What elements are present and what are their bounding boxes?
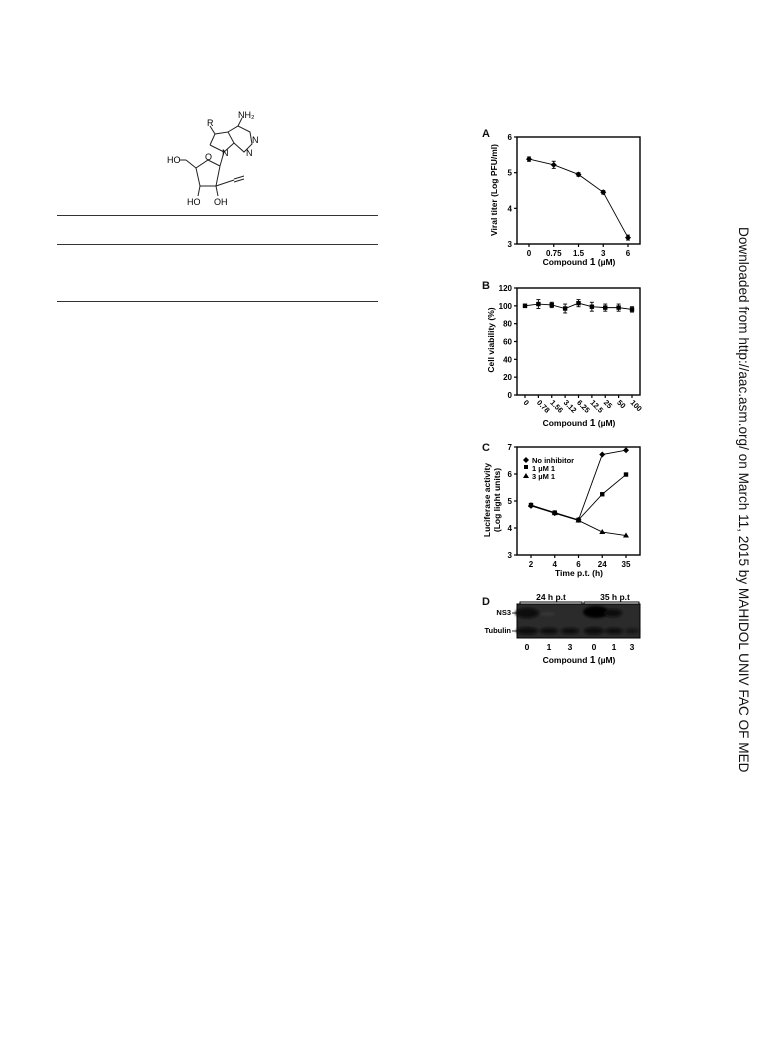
b-point-0-4 (576, 301, 580, 305)
structure-drawing (160, 110, 280, 215)
chart-c-xlabel: Time p.t. (h) (554, 568, 604, 578)
panel-letter-d: D (482, 596, 490, 608)
a-xtick-label: 1.5 (572, 249, 585, 258)
c-xtick-label: 6 (576, 560, 581, 569)
blot-lane-3: 3 (567, 642, 573, 652)
panel-letter-b: B (482, 280, 490, 292)
b-xtick-label: 25 (601, 398, 615, 411)
b-xtick-label: 100 (628, 398, 644, 414)
chart-a (480, 128, 650, 273)
table-rule-bottom (57, 301, 378, 302)
n-label-2: N (246, 148, 253, 158)
b-point-0-0 (523, 304, 527, 308)
b-xtick-label: 1.56 (548, 398, 566, 415)
blot-drawing (480, 592, 650, 670)
b-point-0-2 (550, 303, 554, 307)
c-xtick-label: 24 (597, 560, 607, 569)
b-point-0-6 (603, 305, 607, 309)
blot-xlabel: Compound 1 (µM) (542, 655, 616, 666)
n-label-3: N (222, 148, 229, 158)
legend-label-3: 3 µM 1 (532, 472, 556, 481)
blot-group-24h: 24 h p.t (536, 592, 566, 602)
chemical-structure (160, 110, 280, 215)
c-ytick-label: 5 (507, 497, 512, 506)
blot-lane-5: 1 (611, 642, 617, 652)
blot-row-ns3: NS3 (496, 608, 511, 617)
b-point-0-1 (536, 302, 540, 306)
band-tub-6 (625, 629, 639, 634)
b-ytick-label: 40 (503, 355, 512, 365)
c-ytick-label: 6 (507, 470, 512, 479)
panel-letter-a: A (482, 128, 490, 140)
chart-a-ylabel: Viral titer (Log PFU/ml) (489, 144, 499, 236)
a-xtick-label: 6 (625, 249, 631, 258)
ring-oxygen-label: O (205, 152, 213, 162)
c-point-0-3 (599, 452, 605, 458)
chart-b (480, 280, 650, 432)
ho-label: HO (167, 155, 181, 165)
b-ytick-label: 100 (498, 301, 512, 311)
oh-label-1: HO (187, 197, 201, 207)
chart-a-frame (517, 137, 640, 244)
blot-row-tubulin: Tubulin (484, 626, 511, 635)
blot-lane-4: 0 (591, 642, 597, 652)
a-ytick-label: 6 (507, 133, 512, 142)
r-label: R (207, 118, 214, 128)
c-point-1-3 (600, 492, 604, 496)
a-xtick-label: 3 (601, 249, 606, 258)
c-ytick-label: 4 (507, 524, 512, 533)
b-xtick-label: 0 (521, 398, 531, 408)
b-xtick-label: 50 (615, 398, 628, 411)
legend-label-1: No inhibitor (532, 456, 575, 465)
b-point-0-5 (590, 305, 594, 309)
b-xtick-label: 6.25 (575, 398, 592, 415)
a-ytick-label: 5 (507, 168, 512, 178)
c-ytick-label: 3 (507, 551, 512, 560)
chart-c-ylabel-1: Luciferase activity (482, 462, 492, 538)
c-series-line-1 (531, 475, 626, 520)
blot-lane-2: 1 (546, 642, 552, 652)
chart-a-xlabel: Compound 1 (µM) (542, 257, 616, 268)
oh-label-2: OH (214, 197, 228, 207)
band-tub-2 (540, 628, 558, 634)
panel-letter-c: C (482, 442, 490, 454)
n-label-1: N (252, 135, 259, 145)
b-point-0-7 (616, 305, 620, 309)
b-ytick-label: 60 (503, 337, 512, 347)
a-point-0-0 (526, 156, 532, 162)
band-ns3-24-0 (515, 608, 539, 618)
band-tub-3 (561, 628, 579, 634)
a-point-0-4 (625, 235, 631, 241)
a-point-0-1 (551, 162, 557, 168)
band-ns3-24-1 (541, 613, 555, 616)
legend-label-2: 1 µM 1 (532, 464, 556, 473)
chart-c-legend (523, 456, 574, 481)
b-xtick-label: 0.78 (534, 398, 552, 415)
band-tub-4 (584, 628, 604, 635)
a-series-line-0 (529, 159, 628, 237)
legend-marker-triangle (523, 473, 529, 478)
legend-marker-diamond (523, 457, 529, 463)
a-xtick-label: 0.75 (545, 249, 562, 258)
b-ytick-label: 80 (503, 319, 512, 329)
b-ytick-label: 20 (503, 373, 512, 383)
b-point-0-3 (563, 306, 567, 310)
c-xtick-label: 4 (552, 560, 557, 569)
a-point-0-3 (600, 189, 606, 195)
legend-marker-square (524, 465, 528, 469)
c-ytick-label: 7 (507, 443, 512, 452)
c-point-2-3 (599, 529, 605, 534)
c-point-1-4 (624, 472, 628, 476)
blot-group-35h: 35 h p.t (600, 592, 630, 602)
b-ytick-label: 120 (498, 284, 512, 293)
a-ytick-label: 4 (507, 204, 512, 214)
c-point-0-4 (623, 447, 629, 453)
c-xtick-label: 2 (528, 560, 534, 569)
b-xtick-label: 12.5 (588, 398, 606, 415)
chart-c (480, 440, 650, 580)
c-xtick-label: 35 (621, 560, 631, 569)
blot-lane-6: 3 (629, 642, 635, 652)
nh2-label: NH₂ (238, 110, 255, 120)
a-xtick-label: 0 (526, 249, 532, 258)
b-point-0-8 (630, 307, 634, 311)
b-xtick-label: 3.12 (561, 398, 579, 415)
blot-panel (480, 592, 650, 670)
table-rule-mid (57, 244, 378, 245)
a-point-0-2 (576, 171, 582, 177)
b-ytick-label: 0 (507, 391, 512, 400)
band-ns3-35-1 (604, 609, 622, 617)
table-rule-top (57, 215, 378, 216)
download-watermark: Downloaded from http://aac.asm.org/ on March 11, 2015 by MAHIDOL UNIV FAC OF MED (736, 227, 751, 773)
chart-b-xlabel: Compound 1 (µM) (542, 418, 616, 429)
blot-lane-1: 0 (524, 642, 530, 652)
band-tub-5 (605, 628, 623, 634)
chart-b-ylabel: Cell viability (%) (486, 307, 496, 373)
chart-c-ylabel-2: (Log light units) (492, 467, 502, 533)
a-ytick-label: 3 (507, 240, 512, 249)
band-tub-1 (516, 628, 538, 635)
